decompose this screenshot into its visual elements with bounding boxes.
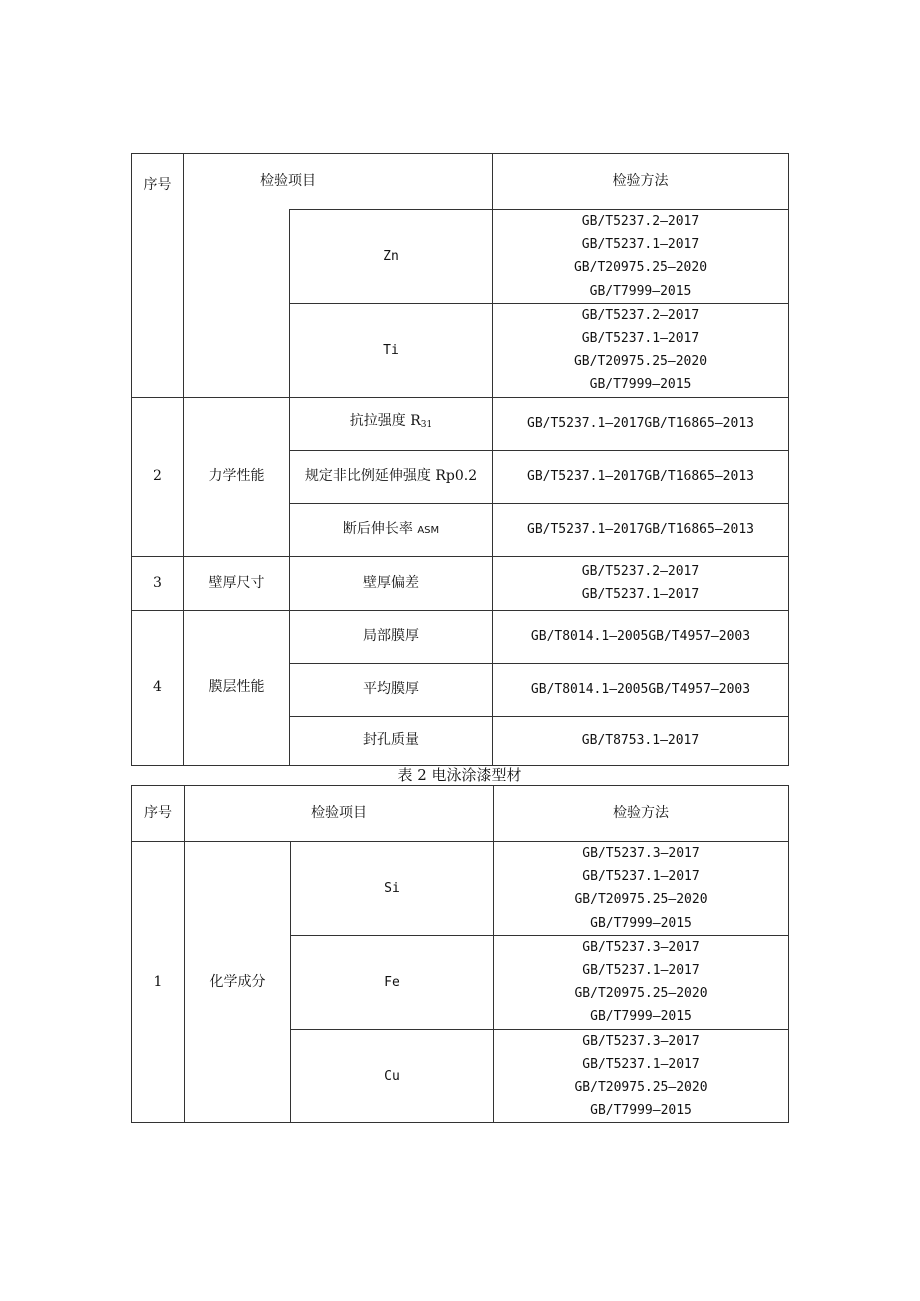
header-no: 序号 <box>132 786 185 842</box>
method-elongation: GB/T5237.1—2017GB/T16865—2013 <box>493 503 789 556</box>
header-item: 检验项目 <box>185 786 494 842</box>
group-cell-blank <box>184 210 290 398</box>
method-line: GB/T7999—2015 <box>590 1009 692 1025</box>
methods-fe <box>494 935 789 1029</box>
element-zn: Zn <box>290 210 493 304</box>
element-ti: Ti <box>290 303 493 397</box>
group-wall: 壁厚尺寸 <box>184 556 290 610</box>
item-wall-deviation: 壁厚偏差 <box>290 556 493 610</box>
row-no-3: 3 <box>132 556 184 610</box>
method-line: GB/T5237.2—2017 <box>581 307 700 323</box>
element-cu: Cu <box>291 1029 494 1123</box>
method-line: GB/T5237.1—2017 <box>581 331 700 347</box>
header-no: 序号 <box>132 154 184 398</box>
row-no-2: 2 <box>132 397 184 556</box>
method-line: GB/T5237.3—2017 <box>582 846 700 861</box>
header-method: 检验方法 <box>493 154 789 210</box>
group-film: 膜层性能 <box>184 610 290 765</box>
item-subscript: 31 <box>420 420 433 431</box>
methods-si <box>494 842 789 936</box>
item-label: 断后伸长率 <box>342 520 413 537</box>
method-line: GB/T5237.1—2017 <box>581 237 700 253</box>
item-tensile-strength <box>290 397 493 450</box>
header-item: 检验项目 <box>184 154 493 210</box>
item-average-thickness: 平均膜厚 <box>290 663 493 716</box>
method-tensile-strength: GB/T5237.1—2017GB/T16865—2013 <box>493 397 789 450</box>
method-line: GB/T5237.1—2017 <box>582 869 700 885</box>
method-line: GB/T5237.1—2017 <box>582 963 700 979</box>
element-fe: Fe <box>291 935 494 1029</box>
method-line: GB/T20975.25—2020 <box>574 1080 708 1096</box>
item-sealing-quality: 封孔质量 <box>290 716 493 765</box>
method-line: GB/T5237.1—2017 <box>582 1056 700 1072</box>
item-elongation <box>290 503 493 556</box>
row-no-4: 4 <box>132 610 184 765</box>
method-line: GB/T7999—2015 <box>590 1103 692 1119</box>
method-line: GB/T5237.2—2017 <box>581 563 700 579</box>
method-line: GB/T5237.3—2017 <box>582 1033 700 1049</box>
method-line: GB/T20975.25—2020 <box>573 260 708 276</box>
methods-cu <box>494 1029 789 1123</box>
element-si: Si <box>291 842 494 936</box>
inspection-table-2 <box>131 785 789 1123</box>
group-chemical: 化学成分 <box>185 842 291 1123</box>
method-proof-strength: GB/T5237.1—2017GB/T16865—2013 <box>493 450 789 503</box>
table-2-caption: 表 2 电泳涂漆型材 <box>397 766 522 784</box>
methods-zn <box>493 210 789 304</box>
inspection-table-1 <box>131 153 789 766</box>
methods-ti <box>493 303 789 397</box>
method-line: GB/T5237.3—2017 <box>582 939 700 955</box>
method-line: GB/T7999—2015 <box>590 915 692 931</box>
method-line: GB/T20975.25—2020 <box>574 892 708 908</box>
method-line: GB/T20975.25—2020 <box>573 354 708 370</box>
method-line: GB/T7999—2015 <box>589 283 692 299</box>
method-local-thickness: GB/T8014.1—2005GB/T4957—2003 <box>493 610 789 663</box>
item-label: 抗拉强度 R <box>349 413 421 430</box>
item-local-thickness: 局部膜厚 <box>290 610 493 663</box>
item-proof-strength: 规定非比例延伸强度 Rp0.2 <box>290 450 493 503</box>
method-sealing-quality: GB/T8753.1—2017 <box>493 716 789 765</box>
group-mechanical: 力学性能 <box>184 397 290 556</box>
methods-wall <box>493 556 789 610</box>
method-line: GB/T5237.2—2017 <box>581 214 700 229</box>
method-line: GB/T5237.1—2017 <box>581 587 700 603</box>
method-line: GB/T7999—2015 <box>589 377 692 393</box>
row-no-1: 1 <box>132 842 185 1123</box>
header-method: 检验方法 <box>494 786 789 842</box>
method-average-thickness: GB/T8014.1—2005GB/T4957—2003 <box>493 663 789 716</box>
method-line: GB/T20975.25—2020 <box>574 986 708 1002</box>
item-suffix: ASM <box>417 524 440 536</box>
